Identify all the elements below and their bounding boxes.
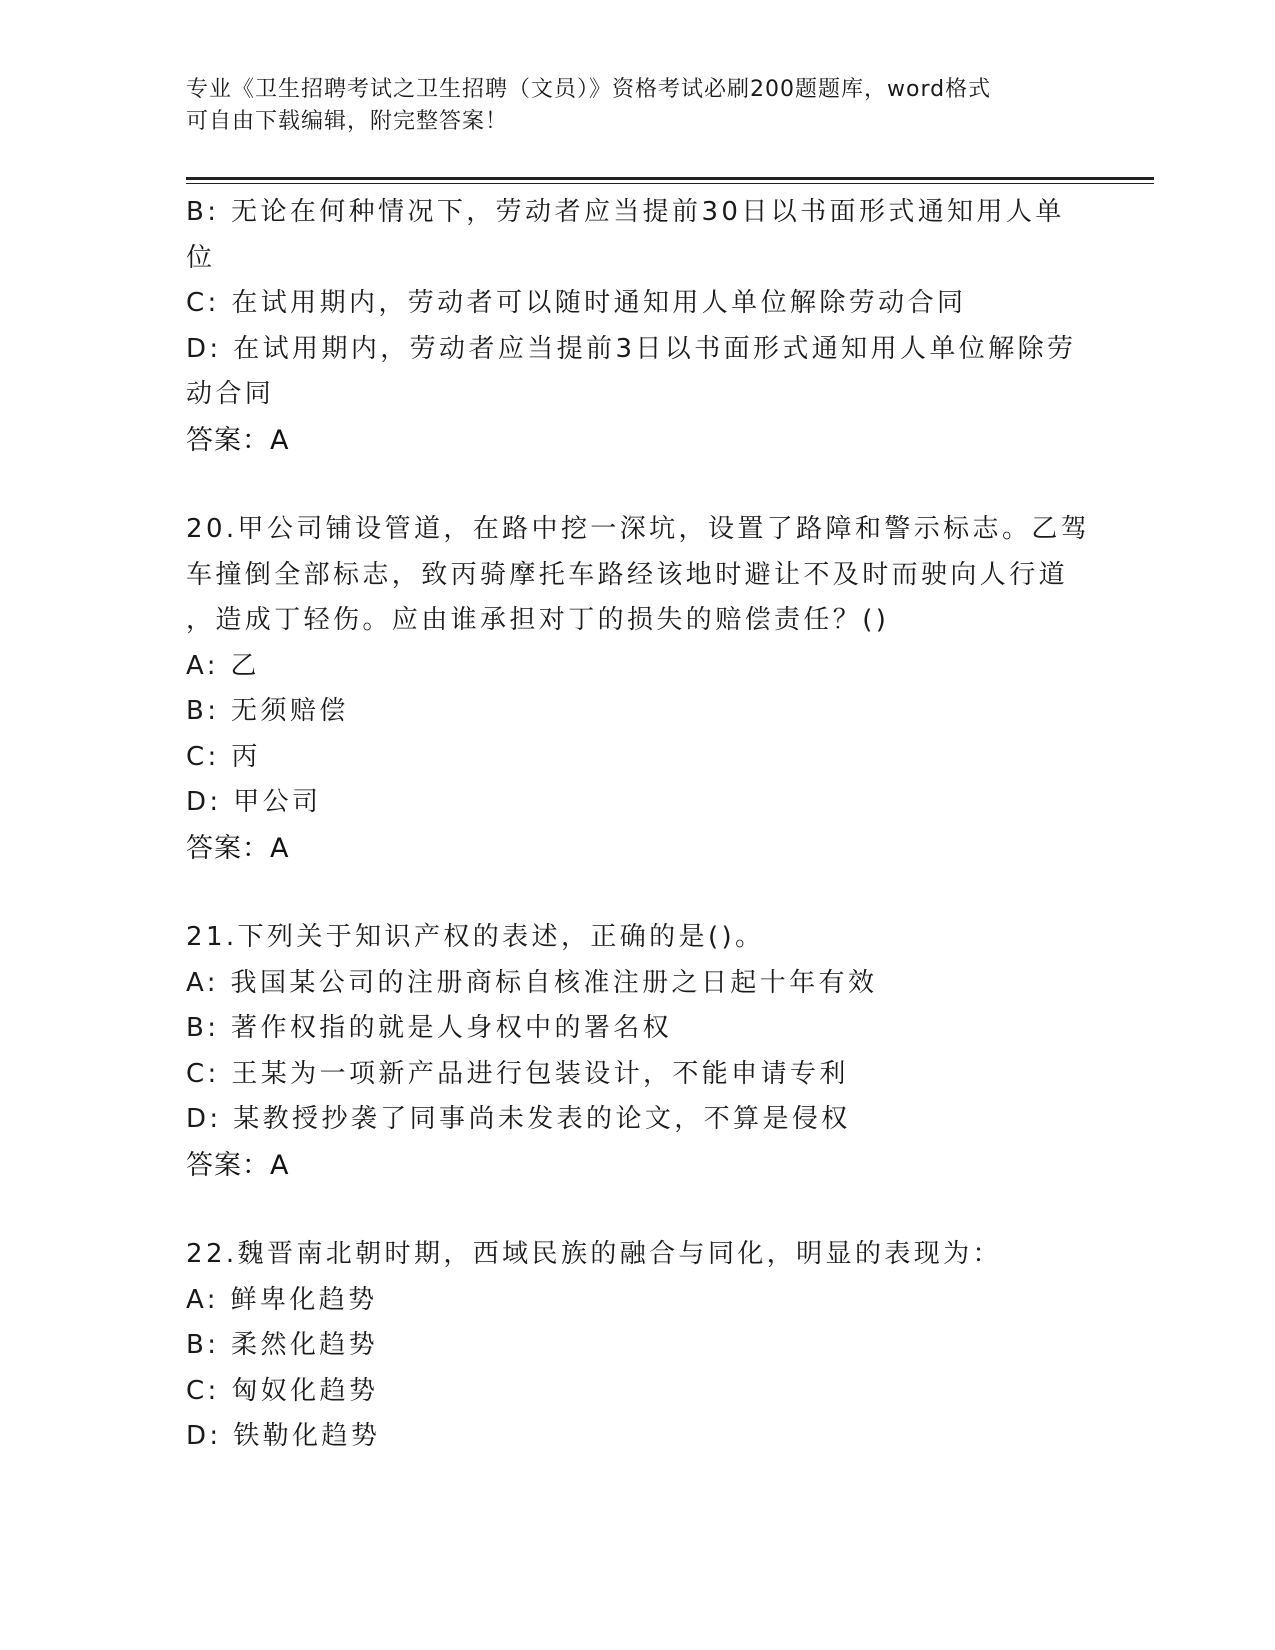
- q19-answer: 答案：A: [186, 424, 290, 456]
- q20-stem-line-3: ，造成丁轻伤。应由谁承担对丁的损失的赔偿责任？(): [186, 605, 890, 635]
- q20-option-b: B: 无须赔偿: [186, 696, 349, 726]
- q22-option-d: D: 铁勒化趋势: [186, 1421, 381, 1451]
- q21-option-d: D: 某教授抄袭了同事尚未发表的论文，不算是侵权: [186, 1104, 851, 1134]
- header-title-line-2: 可自由下载编辑，附完整答案！: [186, 109, 509, 134]
- q19-option-b-line-1: B: 无论在何种情况下，劳动者应当提前30日以书面形式通知用人单: [186, 197, 1065, 227]
- spacer: [186, 871, 1086, 915]
- header-divider-thick: [186, 177, 1154, 180]
- q22-option-a: A: 鲜卑化趋势: [186, 1284, 378, 1315]
- spacer: [186, 1188, 1086, 1232]
- q19-option-b-line-2: 位: [186, 242, 216, 273]
- q19-option-d-line-1: D: 在试用期内，劳动者应当提前3日以书面形式通知用人单位解除劳: [186, 333, 1077, 364]
- q20-option-a: A: 乙: [186, 650, 260, 681]
- question-19-block: [186, 190, 1086, 463]
- q20-option-d: D: 甲公司: [186, 787, 322, 817]
- q20-answer: 答案：A: [186, 832, 290, 864]
- q20-stem-line-1: 20.甲公司铺设管道，在路中挖一深坑，设置了路障和警示标志。乙驾: [186, 514, 1091, 544]
- q21-answer: 答案：A: [186, 1149, 290, 1181]
- q22-option-c: C: 匈奴化趋势: [186, 1375, 379, 1406]
- document-header: [186, 74, 1086, 138]
- document-body: [186, 190, 1091, 1460]
- q19-option-c: C: 在试用期内，劳动者可以随时通知用人单位解除劳动合同: [186, 288, 967, 318]
- q21-option-b: B: 著作权指的就是人身权中的署名权: [186, 1013, 673, 1043]
- q21-option-c: C: 王某为一项新产品进行包装设计，不能申请专利: [186, 1058, 849, 1089]
- header-title-line-1: 专业《卫生招聘考试之卫生招聘（文员）》资格考试必刷200题题库，word格式: [186, 77, 992, 102]
- q20-stem-line-2: 车撞倒全部标志，致丙骑摩托车路经该地时避让不及时而驶向人行道: [186, 559, 1069, 590]
- q22-stem: 22.魏晋南北朝时期，西域民族的融合与同化，明显的表现为：: [186, 1239, 1002, 1269]
- question-20-block: [186, 507, 1091, 871]
- header-divider-thin: [186, 183, 1154, 184]
- q21-stem: 21.下列关于知识产权的表述，正确的是()。: [186, 922, 765, 952]
- spacer: [186, 463, 1086, 507]
- q21-option-a: A: 我国某公司的注册商标自核准注册之日起十年有效: [186, 967, 878, 998]
- question-22-block: [186, 1232, 1086, 1460]
- question-21-block: [186, 915, 1086, 1188]
- q20-option-c: C: 丙: [186, 741, 261, 772]
- q22-option-b: B: 柔然化趋势: [186, 1330, 379, 1360]
- q19-option-d-line-2: 动合同: [186, 379, 275, 409]
